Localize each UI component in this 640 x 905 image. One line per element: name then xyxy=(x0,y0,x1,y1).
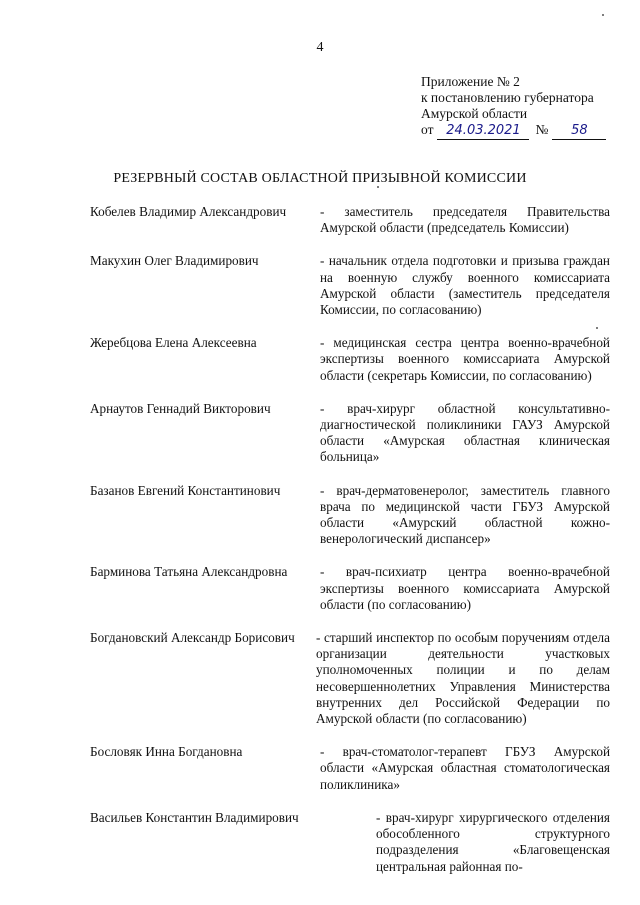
member-name: Барминова Татьяна Александровна xyxy=(90,564,288,580)
scan-speck xyxy=(377,186,379,188)
member-name: Богдановский Александр Борисович xyxy=(90,630,295,646)
member-role: - врач-дерматовенеролог, заместитель главного врача по медицинской части ГБУЗ Амурской области «Амурский областной кожно-венерологический диспансер» xyxy=(320,482,610,547)
member-row xyxy=(90,810,610,875)
member-name: Васильев Константин Владимирович xyxy=(90,809,299,825)
member-name: Жеребцова Елена Алексеевна xyxy=(90,335,257,351)
member-row xyxy=(90,253,610,318)
members-list xyxy=(90,204,610,875)
from-label: от xyxy=(421,122,434,137)
member-role: - врач-хирург хирургического отделения обособленного структурного подразделения «Благовещенская центральная районная по- xyxy=(376,809,610,874)
attachment-line-1: Приложение № 2 xyxy=(421,74,520,89)
member-name: Кобелев Владимир Александрович xyxy=(90,204,287,219)
member-row xyxy=(90,744,610,793)
handwritten-number: 58 xyxy=(552,123,606,140)
member-row xyxy=(90,564,610,613)
scan-speck xyxy=(596,327,598,329)
member-role: - старший инспектор по особым поручениям отдела организации деятельности участковых уполномоченных полиции и по делам несовершеннолетних Управления Министерства внутренних дел Российской Федерации по Амурской области (по согласованию) xyxy=(316,630,610,727)
member-role: - врач-стоматолог-терапевт ГБУЗ Амурской области «Амурская областная стоматологическая поликлиника» xyxy=(320,744,610,792)
page-number: 4 xyxy=(316,40,324,55)
member-role: - заместитель председателя Правительства Амурской области (председатель Комиссии) xyxy=(320,204,610,236)
attachment-block xyxy=(421,74,621,140)
handwritten-date: 24.03.2021 xyxy=(437,123,529,140)
member-name: Макухин Олег Владимирович xyxy=(90,253,259,269)
member-name: Базанов Евгений Константинович xyxy=(90,482,281,498)
member-role: - медицинская сестра центра военно-врачебной экспертизы военного комиссариата Амурской области (секретарь Комиссии, по согласованию) xyxy=(320,335,610,383)
member-row xyxy=(90,335,610,384)
number-label: № xyxy=(535,122,549,137)
member-row xyxy=(90,401,610,466)
scan-speck xyxy=(602,14,604,16)
member-role: - врач-психиатр центра военно-врачебной экспертизы военного комиссариата Амурской области (по согласованию) xyxy=(320,564,610,612)
member-name: Бословяк Инна Богдановна xyxy=(90,744,243,760)
member-row xyxy=(90,630,610,727)
document-title: РЕЗЕРВНЫЙ СОСТАВ ОБЛАСТНОЙ ПРИЗЫВНОЙ КОМИССИИ xyxy=(113,171,527,186)
attachment-line-2: к постановлению губернатора xyxy=(421,90,594,105)
attachment-date-number-line xyxy=(421,122,621,140)
member-row xyxy=(90,204,610,236)
attachment-line-3: Амурской области xyxy=(421,106,528,121)
member-role: - врач-хирург областной консультативно-диагностической поликлиники ГАУЗ Амурской области «Амурская областная клиническая больница» xyxy=(320,400,610,465)
member-role: - начальник отдела подготовки и призыва граждан на военную службу военного комиссариата Амурской области (заместитель председателя Комиссии, по согласованию) xyxy=(320,253,610,318)
member-name: Арнаутов Геннадий Викторович xyxy=(90,400,271,416)
member-row xyxy=(90,483,610,548)
